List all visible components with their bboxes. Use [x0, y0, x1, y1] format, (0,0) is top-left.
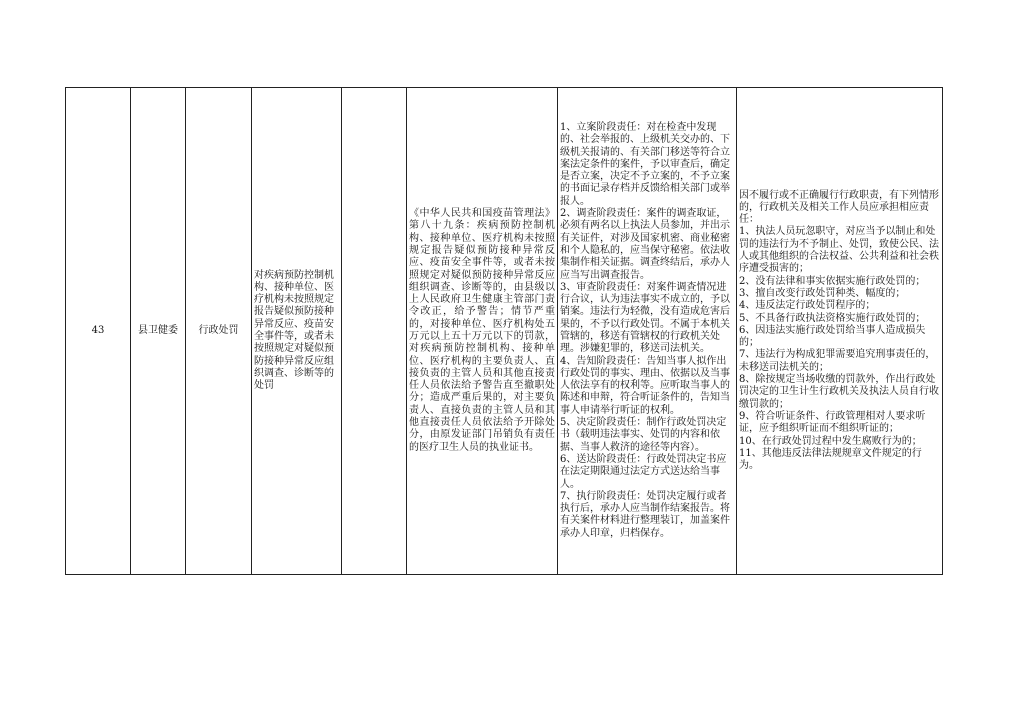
matter-cell: 对疾病预防控制机构、接种单位、医疗机构未按照规定报告疑似预防接种异常反应、疫苗安全事件等，或者未按照规定对疑似预防接种异常反应组织调查、诊断等的处罚	[252, 88, 342, 575]
responsibility-item: 1、立案阶段责任：对在检查中发现的、社会举报的、上级机关交办的、下级机关报请的、有关部门移送等符合立案法定条件的案件，予以审查后，确定是否立案，决定不予立案的，不予立案的书面记录存档并反馈给相关部门或举报人。	[560, 121, 730, 207]
responsibility-item: 2、调查阶段责任：案件的调查取证，必须有两名以上执法人员参加，并出示有关证件，对涉及国家机密、商业秘密和个人隐私的，应当保守秘密。依法收集制作相关证据。调查终结后，承办人应当写出调查报告。	[560, 208, 730, 281]
responsibility-item: 3、审查阶段责任：对案件调查情况进行合议，认为违法事实不成立的，予以销案。违法行为轻微，没有造成危害后果的，不予以行政处罚。不属于本机关管辖的，移送有管辖权的行政机关处理。涉嫌犯罪的，移送司法机关。	[560, 281, 730, 355]
responsibility-item: 5、决定阶段责任：制作行政处罚决定书（载明违法事实、处罚的内容和依据、当事人救济的途径等内容）。	[560, 417, 727, 453]
responsibility-item: 7、执行阶段责任：处罚决定履行或者执行后，承办人应当制作结案报告。将有关案件材料进行整理装订，加盖案件承办人印章，归档保存。	[560, 490, 730, 539]
row-number: 43	[66, 88, 131, 575]
accountability-item: 4、违反法定行政处罚程序的；	[739, 300, 876, 312]
accountability-cell	[737, 88, 943, 575]
responsibility-cell	[558, 88, 737, 575]
legal-basis-cell: 《中华人民共和国疫苗管理法》第八十九条：疾病预防控制机构、接种单位、医疗机构未按照规定报告疑似预防接种异常反应、疫苗安全事件等，或者未按照规定对疑似预防接种异常反应组织调查、诊断等的，由县级以上人民政府卫生健康主管部门责令改正，给予警告；情节严重的，对接种单位、医疗机构处五万元以上五十万元以下的罚款，对疾病预防控制机构、接种单位、医疗机构的主要负责人、直接负责的主管人员和其他直接责任人员依法给予警告直至撤职处分；造成严重后果的，对主要负责人、直接负责的主管人员和其他直接责任人员依法给予开除处分，由原发证部门吊销负有责任的医疗卫生人员的执业证书。	[407, 88, 558, 575]
responsibility-item: 6、送达阶段责任：行政处罚决定书应在法定期限通过法定方式送达给当事人。	[560, 453, 727, 490]
power-type-cell: 行政处罚	[186, 88, 252, 575]
accountability-item: 7、违法行为构成犯罪需要追究刑事责任的，未移送司法机关的；	[739, 349, 936, 373]
accountability-item: 2、没有法律和事实依据实施行政处罚的；	[739, 275, 926, 287]
responsibility-item: 4、告知阶段责任：告知当事人拟作出行政处罚的事实、理由、依据以及当事人依法享有的权利等。应听取当事人的陈述和申辩，符合听证条件的，告知当事人申请举行听证的权利。	[560, 355, 730, 416]
accountability-item: 5、不具备行政执法资格实施行政处罚的；	[739, 312, 926, 324]
subitem-cell	[342, 88, 407, 575]
accountability-item: 3、擅自改变行政处罚种类、幅度的；	[739, 287, 906, 299]
accountability-item: 8、除按规定当场收缴的罚款外，作出行政处罚决定的卫生计生行政机关及执法人员自行收缴罚款的；	[739, 374, 939, 410]
accountability-item: 9、符合听证条件、行政管理相对人要求听证，应予组织听证而不组织听证的；	[739, 410, 926, 435]
power-list-table	[65, 87, 943, 575]
accountability-item: 因不履行或不正确履行行政职责，有下列情形的，行政机关及相关工作人员应承担相应责任：	[739, 189, 939, 226]
table-row	[66, 88, 943, 575]
accountability-item: 6、因违法实施行政处罚给当事人造成损失的；	[739, 324, 926, 349]
accountability-item: 1、执法人员玩忽职守，对应当予以制止和处罚的违法行为不予制止、处罚，致使公民、法人或其他组织的合法权益、公共利益和社会秩序遭受损害的；	[739, 226, 939, 275]
accountability-item: 11、其他违反法律法规规章文件规定的行为。	[739, 447, 922, 472]
department-cell: 县卫健委	[131, 88, 186, 575]
accountability-item: 10、在行政处罚过程中发生腐败行为的；	[739, 435, 922, 447]
